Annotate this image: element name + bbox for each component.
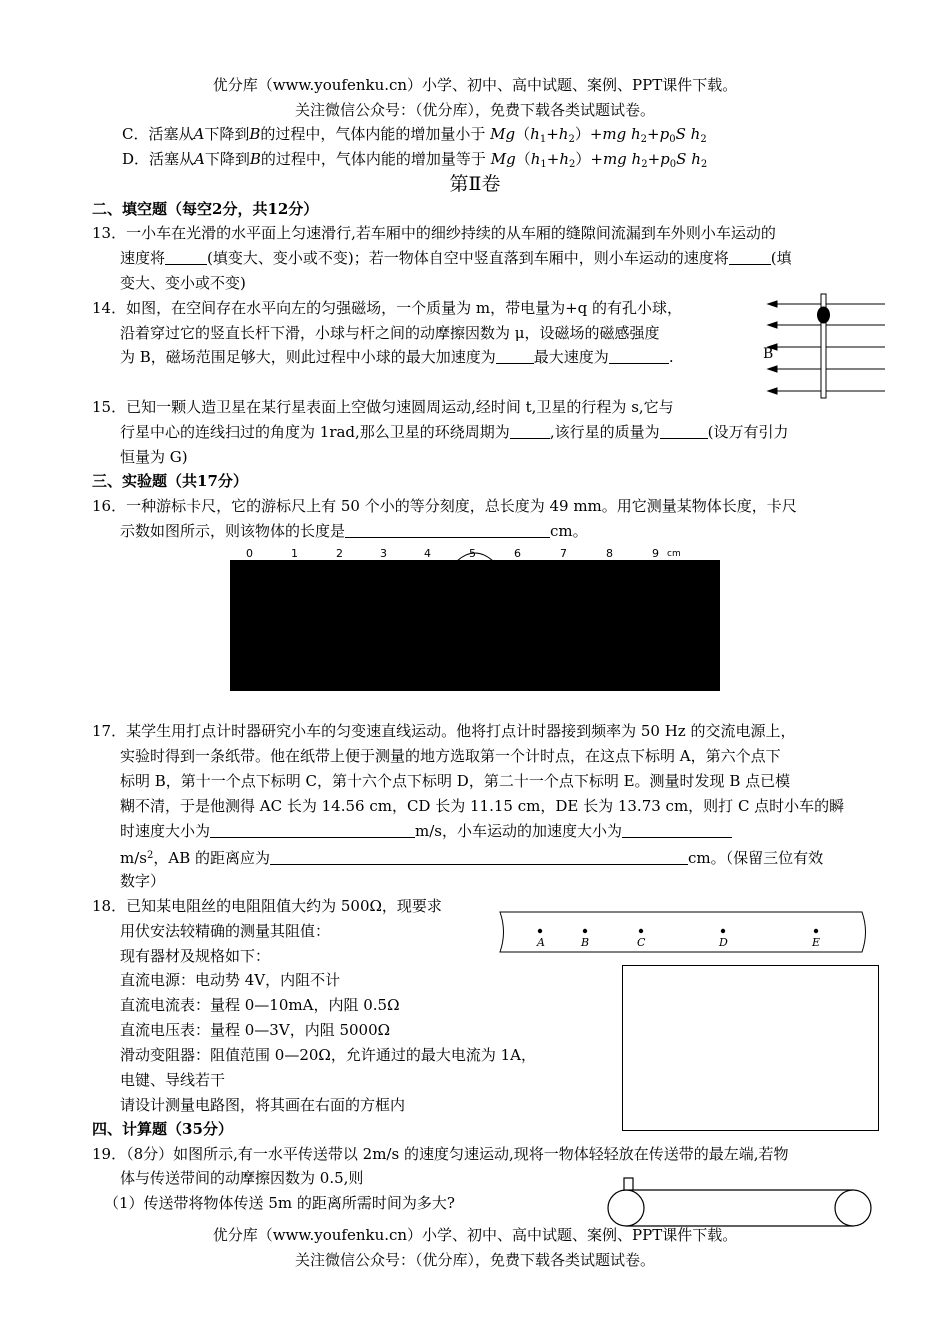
section-experiment-heading: 三、实验题（共17分） [92, 472, 248, 490]
q19-line-1: 19．（8分）如图所示,有一水平传送带以 2m/s 的速度匀速运动,现将一物体轻轻放在传送带的最左端,若物 [92, 1145, 789, 1163]
header-line-2: 关注微信公众号：（优分库），免费下载各类试题试卷。 [294, 101, 655, 119]
q18-line-5: 直流电流表：量程 0—10mA，内阻 0.5Ω [120, 996, 400, 1014]
q14-line-3: 为 B，磁场范围足够大，则此过程中小球的最大加速度为 最大速度为 . [120, 348, 674, 366]
q15-blank-2[interactable] [660, 423, 708, 439]
q17-blank-ab[interactable] [270, 849, 688, 865]
q16-line-2: 示数如图所示，则该物体的长度是 cm。 [120, 522, 588, 540]
q13-blank-2[interactable] [729, 249, 771, 265]
q13-blank-1[interactable] [165, 249, 207, 265]
q18-line-6: 直流电压表：量程 0—3V，内阻 5000Ω [120, 1021, 391, 1039]
section-fill-heading: 二、填空题（每空2分，共12分） [92, 200, 319, 218]
q19-line-2: 体与传送带间的动摩擦因数为 0.5,则 [120, 1169, 364, 1187]
option-d: D．活塞从A下降到B的过程中，气体内能的增加量等于 $Mg(h_1+h_2)+mg$ $h_2+p_0S$ $h_2$ [122, 150, 708, 170]
q18-circuit-drawing-box[interactable] [622, 965, 879, 1131]
q15-blank-1[interactable] [510, 423, 550, 439]
q17-blank-velocity[interactable] [210, 822, 415, 838]
option-c: C．活塞从A下降到B的过程中，气体内能的增加量小于 $Mg(h_1+h_2)+mg$ $h_2+p_0S$ $h_2$ [122, 125, 707, 145]
q16-caliper-image [230, 560, 720, 691]
q19-conveyor-belt [600, 1176, 880, 1230]
q18-line-9: 请设计测量电路图，将其画在右面的方框内 [120, 1096, 406, 1114]
volume-2-title: 第Ⅱ卷 [449, 173, 501, 195]
q15-line-3: 恒量为 G) [120, 448, 188, 466]
q17-line-6: $m/s^2$，AB 的距离应为 cm。（保留三位有效 [120, 849, 824, 867]
q13-line-1: 13．一小车在光滑的水平面上匀速滑行,若车厢中的细纱持续的从车厢的缝隙间流漏到车外则小车运动的 [92, 224, 776, 242]
section-calc-heading: 四、计算题（35分） [92, 1120, 233, 1138]
q13-line-3: 变大、变小或不变) [120, 274, 246, 292]
q14-blank-2[interactable] [609, 348, 669, 364]
q17-line-2: 实验时得到一条纸带。他在纸带上便于测量的地方选取第一个计时点，在这点下标明 A，第六个点下 [120, 747, 781, 765]
q17-line-7: 数字） [120, 872, 166, 890]
q18-line-2: 用伏安法较精确的测量其阻值： [120, 922, 331, 940]
q16-blank[interactable] [345, 522, 550, 538]
q13-line-2: 速度将 (填变大、变小或不变)；若一物体自空中竖直落到车厢中，则小车运动的速度将 (填 [120, 249, 792, 267]
q17-line-4: 糊不清，于是他测得 AC 长为 14.56 cm，CD 长为 11.15 cm，DE 长为 13.73 cm，则打 C 点时小车的瞬 [120, 797, 845, 815]
q18-line-4: 直流电源：电动势 4V，内阻不计 [120, 971, 341, 989]
q15-line-1: 15．已知一颗人造卫星在某行星表面上空做匀速圆周运动,经时间 t,卫星的行程为 s,它与 [92, 398, 674, 416]
q14-blank-1[interactable] [496, 348, 534, 364]
header-line-1: 优分库（www.youfenku.cn）小学、初中、高中试题、案例、PPT课件下载。 [212, 76, 738, 94]
q17-blank-acceleration[interactable] [622, 822, 732, 838]
q19-line-3: （1）传送带将物体传送 5m 的距离所需时间为多大? [104, 1194, 455, 1212]
q17-line-5: 时速度大小为 m/s，小车运动的加速度大小为 [120, 820, 732, 842]
q18-line-3: 现有器材及规格如下： [120, 947, 271, 965]
q17-line-3: 标明 B，第十一个点下标明 C，第十六个点下标明 D，第二十一个点下标明 E。测量时发现 B 点已模 [120, 772, 791, 790]
q18-line-1: 18．已知某电阻丝的电阻阻值大约为 500Ω，现要求 [92, 897, 442, 915]
q14-line-2: 沿着穿过它的竖直长杆下滑，小球与杆之间的动摩擦因数为 μ，设磁场的磁感强度 [120, 324, 660, 342]
q14-field-label: B [763, 346, 774, 362]
q15-line-2: 行星中心的连线扫过的角度为 1rad,那么卫星的环绕周期为 ,该行星的质量为 (设万有引力 [120, 423, 789, 441]
q16-line-1: 16．一种游标卡尺，它的游标尺上有 50 个小的等分刻度，总长度为 49 mm。用它测量某物体长度，卡尺 [92, 497, 797, 515]
q14-line-1: 14．如图，在空间存在水平向左的匀强磁场，一个质量为 m，带电量为+q 的有孔小球， [92, 299, 683, 317]
q18-line-8: 电键、导线若干 [120, 1071, 226, 1089]
footer-line-1: 优分库（www.youfenku.cn）小学、初中、高中试题、案例、PPT课件下载。 [212, 1226, 738, 1244]
q14-magnetic-field-figure [765, 292, 890, 400]
footer-line-2: 关注微信公众号：（优分库），免费下载各类试题试卷。 [294, 1251, 655, 1269]
q18-line-7: 滑动变阻器：阻值范围 0—20Ω，允许通过的最大电流为 1A， [120, 1046, 536, 1064]
q17-line-1: 17．某学生用打点计时器研究小车的匀变速直线运动。他将打点计时器接到频率为 50 Hz 的交流电源上， [92, 722, 796, 740]
